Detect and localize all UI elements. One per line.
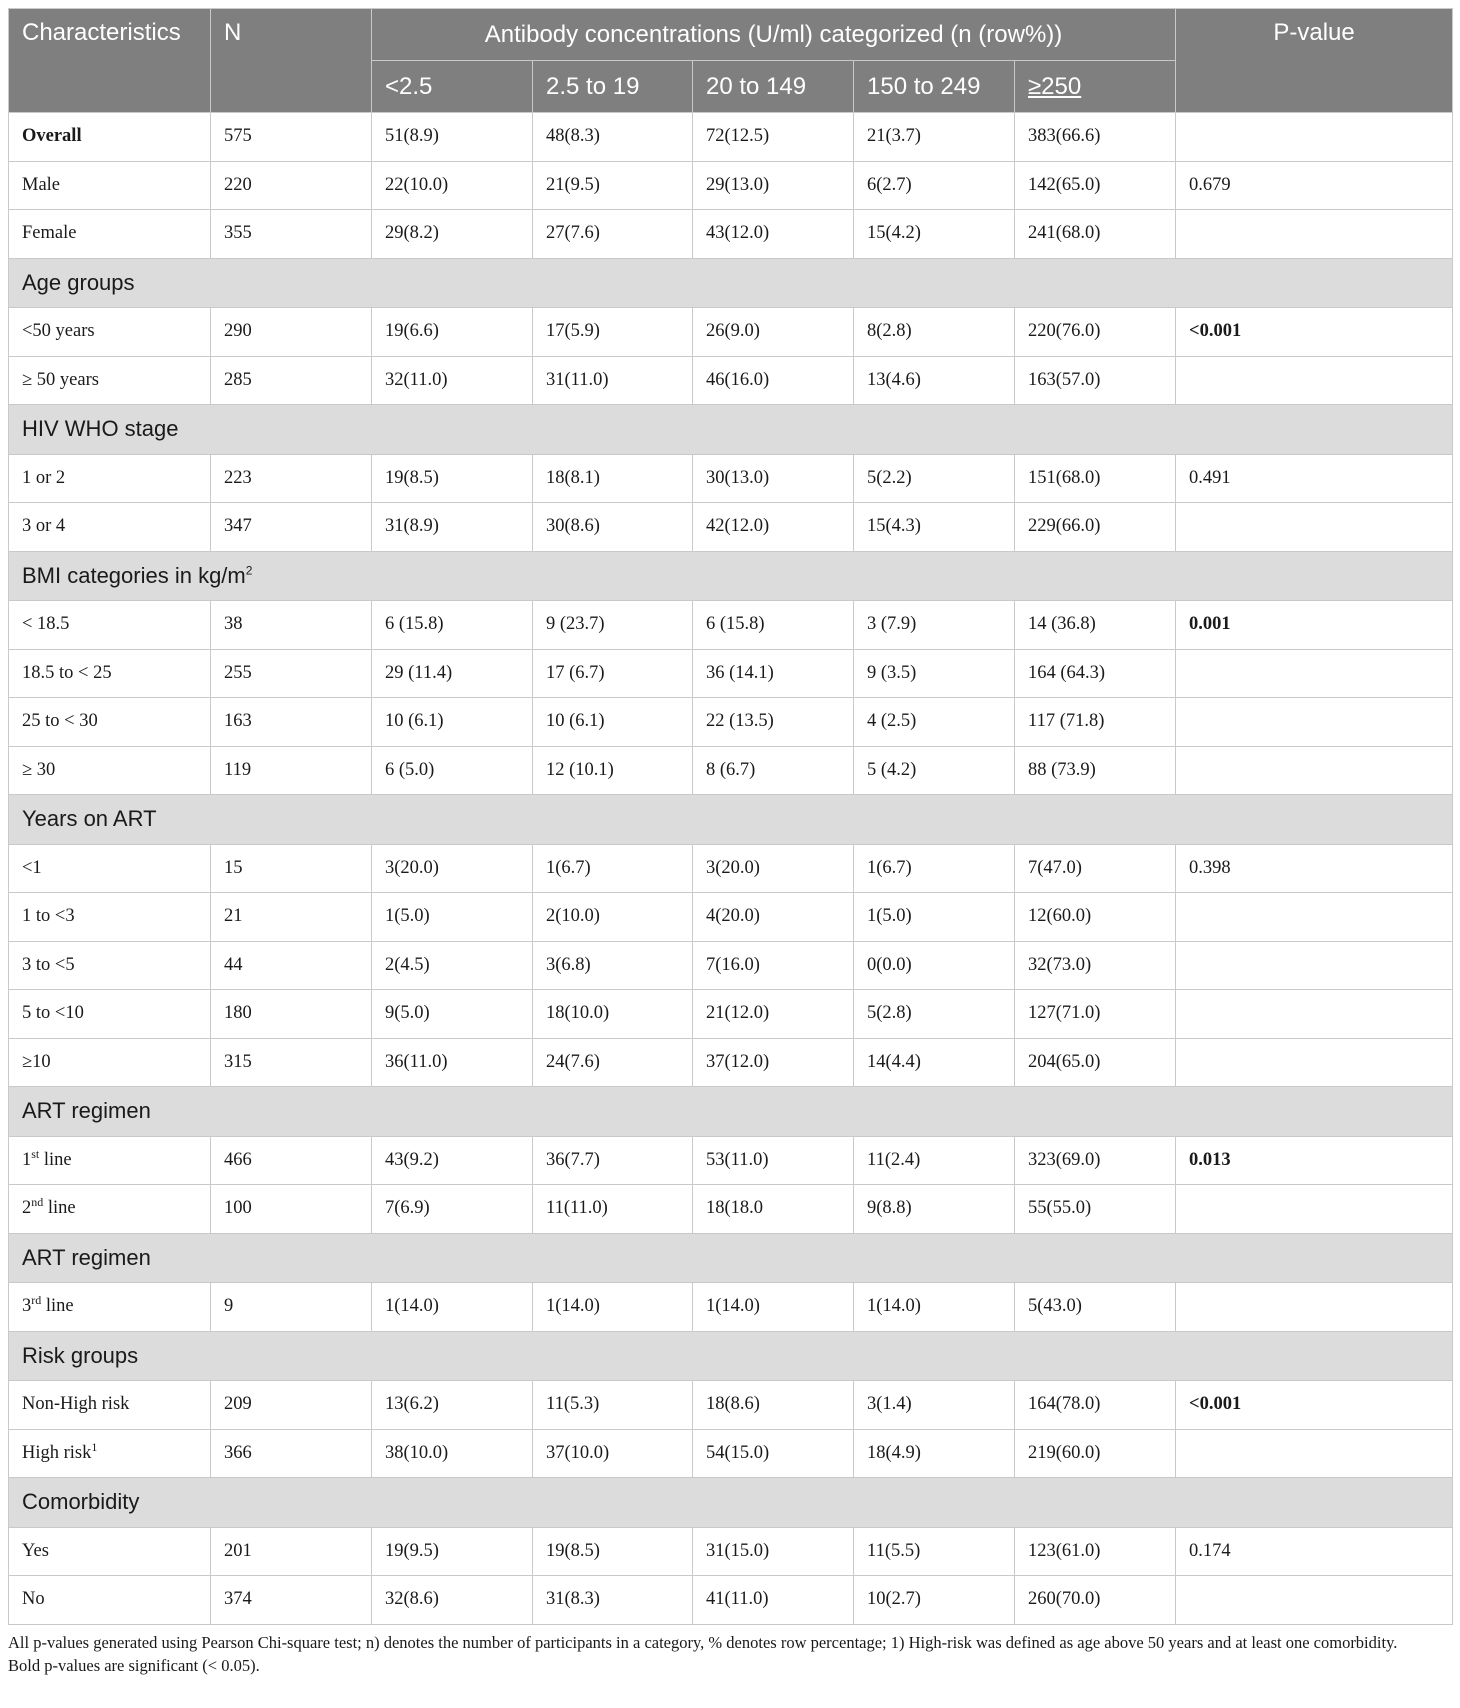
- col-header-cat-5: ≥250: [1015, 61, 1176, 113]
- cell-cat-3: 36 (14.1): [693, 649, 854, 698]
- cell-cat-4: 21(3.7): [854, 113, 1015, 162]
- cell-cat-1: 32(11.0): [372, 356, 533, 405]
- cell-cat-2: 11(5.3): [533, 1381, 693, 1430]
- cell-pvalue: 0.679: [1176, 161, 1453, 210]
- cell-pvalue: <0.001: [1176, 308, 1453, 357]
- cell-cat-2: 12 (10.1): [533, 746, 693, 795]
- cell-cat-1: 3(20.0): [372, 844, 533, 893]
- section-comorbidity: [9, 1478, 1453, 1528]
- section-years-on-art: [9, 795, 1453, 845]
- row-label: Male: [9, 161, 211, 210]
- row-label-rest: line: [41, 1296, 74, 1317]
- cell-n: 119: [211, 746, 372, 795]
- cell-cat-5: 117 (71.8): [1015, 698, 1176, 747]
- section-title: ART regimen: [9, 1233, 1453, 1283]
- row-label: Female: [9, 210, 211, 259]
- cell-pvalue: [1176, 1429, 1453, 1478]
- row-comorbidity-no: [9, 1576, 1453, 1625]
- cell-cat-3: 29(13.0): [693, 161, 854, 210]
- cell-cat-1: 1(5.0): [372, 893, 533, 942]
- cell-cat-4: 8(2.8): [854, 308, 1015, 357]
- cell-n: 315: [211, 1038, 372, 1087]
- cell-cat-5: 204(65.0): [1015, 1038, 1176, 1087]
- cell-cat-4: 11(5.5): [854, 1527, 1015, 1576]
- section-title: Years on ART: [9, 795, 1453, 845]
- cell-cat-5: 142(65.0): [1015, 161, 1176, 210]
- cell-cat-1: 19(8.5): [372, 454, 533, 503]
- cell-pvalue: [1176, 1185, 1453, 1234]
- col-header-cat-3: 20 to 149: [693, 61, 854, 113]
- cell-cat-3: 54(15.0): [693, 1429, 854, 1478]
- cell-pvalue: [1176, 649, 1453, 698]
- cell-cat-2: 17 (6.7): [533, 649, 693, 698]
- cell-cat-3: 22 (13.5): [693, 698, 854, 747]
- row-label: 3 or 4: [9, 503, 211, 552]
- cell-cat-5: 241(68.0): [1015, 210, 1176, 259]
- cell-n: 255: [211, 649, 372, 698]
- cell-pvalue: 0.174: [1176, 1527, 1453, 1576]
- cell-cat-2: 1(6.7): [533, 844, 693, 893]
- cell-cat-3: 31(15.0): [693, 1527, 854, 1576]
- cell-cat-4: 13(4.6): [854, 356, 1015, 405]
- cell-n: 44: [211, 941, 372, 990]
- cell-n: 366: [211, 1429, 372, 1478]
- cell-cat-3: 42(12.0): [693, 503, 854, 552]
- section-title: [9, 551, 1453, 601]
- row-label: ≥ 30: [9, 746, 211, 795]
- section-title-sup: 2: [245, 563, 253, 578]
- footnote-line-1: All p-values generated using Pearson Chi-square test; n) denotes the number of participants in a category, % denotes row percentage; 1) High-risk was defined as age above 50 years and at least one comorbidity.: [8, 1632, 1398, 1652]
- cell-cat-5: 229(66.0): [1015, 503, 1176, 552]
- row-overall: [9, 113, 1453, 162]
- cell-cat-2: 18(8.1): [533, 454, 693, 503]
- row-risk-non-high: [9, 1381, 1453, 1430]
- row-age-ge50: [9, 356, 1453, 405]
- cell-cat-5: 323(69.0): [1015, 1136, 1176, 1185]
- cell-cat-3: 18(8.6): [693, 1381, 854, 1430]
- row-who-3-4: [9, 503, 1453, 552]
- row-label: Yes: [9, 1527, 211, 1576]
- row-age-lt50: [9, 308, 1453, 357]
- cell-cat-1: 43(9.2): [372, 1136, 533, 1185]
- cell-cat-4: 4 (2.5): [854, 698, 1015, 747]
- row-label-num: 3: [22, 1296, 32, 1317]
- cell-cat-1: 29 (11.4): [372, 649, 533, 698]
- cell-n: 180: [211, 990, 372, 1039]
- section-risk-groups: [9, 1331, 1453, 1381]
- row-female: [9, 210, 1453, 259]
- cell-cat-5: 164(78.0): [1015, 1381, 1176, 1430]
- cell-cat-4: 6(2.7): [854, 161, 1015, 210]
- cell-cat-5: 163(57.0): [1015, 356, 1176, 405]
- cell-cat-2: 31(8.3): [533, 1576, 693, 1625]
- cell-cat-5: 5(43.0): [1015, 1283, 1176, 1332]
- row-label: [9, 1429, 211, 1478]
- table-container: [8, 8, 1452, 1677]
- cell-cat-3: 21(12.0): [693, 990, 854, 1039]
- antibody-table: [8, 8, 1453, 1625]
- cell-cat-2: 1(14.0): [533, 1283, 693, 1332]
- section-age-groups: [9, 258, 1453, 308]
- cell-cat-1: 31(8.9): [372, 503, 533, 552]
- cell-pvalue: [1176, 746, 1453, 795]
- cell-cat-1: 19(9.5): [372, 1527, 533, 1576]
- cell-cat-4: 1(6.7): [854, 844, 1015, 893]
- col-header-pvalue: P-value: [1176, 9, 1453, 113]
- cell-cat-4: 5(2.8): [854, 990, 1015, 1039]
- section-bmi: [9, 551, 1453, 601]
- row-label-rest: line: [39, 1149, 72, 1170]
- cell-n: 285: [211, 356, 372, 405]
- cell-cat-3: 6 (15.8): [693, 601, 854, 650]
- cell-cat-3: 8 (6.7): [693, 746, 854, 795]
- row-label: Non-High risk: [9, 1381, 211, 1430]
- row-art-years-5: [9, 1038, 1453, 1087]
- cell-n: 163: [211, 698, 372, 747]
- row-risk-high: [9, 1429, 1453, 1478]
- row-label: 18.5 to < 25: [9, 649, 211, 698]
- cell-cat-2: 11(11.0): [533, 1185, 693, 1234]
- cell-cat-2: 9 (23.7): [533, 601, 693, 650]
- cell-cat-3: 7(16.0): [693, 941, 854, 990]
- cell-cat-2: 3(6.8): [533, 941, 693, 990]
- row-label: 1 to <3: [9, 893, 211, 942]
- section-title: Comorbidity: [9, 1478, 1453, 1528]
- cell-cat-4: 18(4.9): [854, 1429, 1015, 1478]
- cell-cat-2: 10 (6.1): [533, 698, 693, 747]
- cell-pvalue: [1176, 1576, 1453, 1625]
- cell-cat-2: 30(8.6): [533, 503, 693, 552]
- cell-pvalue: [1176, 1283, 1453, 1332]
- row-art-years-1: [9, 844, 1453, 893]
- cell-n: 223: [211, 454, 372, 503]
- cell-cat-2: 31(11.0): [533, 356, 693, 405]
- cell-n: 347: [211, 503, 372, 552]
- row-art-years-4: [9, 990, 1453, 1039]
- section-hiv-who-stage: [9, 405, 1453, 455]
- col-header-n: N: [211, 9, 372, 113]
- cell-cat-1: 51(8.9): [372, 113, 533, 162]
- table-footnote: [8, 1631, 1452, 1677]
- cell-cat-5: 14 (36.8): [1015, 601, 1176, 650]
- row-label: 1 or 2: [9, 454, 211, 503]
- cell-cat-2: 27(7.6): [533, 210, 693, 259]
- row-label: ≥10: [9, 1038, 211, 1087]
- col-header-antibody-group: Antibody concentrations (U/ml) categorized (n (row%)): [372, 9, 1176, 61]
- section-title: Age groups: [9, 258, 1453, 308]
- footnote-line-2: Bold p-values are significant (< 0.05).: [8, 1655, 260, 1675]
- cell-pvalue: [1176, 941, 1453, 990]
- cell-cat-4: 3 (7.9): [854, 601, 1015, 650]
- row-label-text: High risk: [22, 1442, 92, 1463]
- section-title-text: BMI categories in kg/m: [22, 562, 246, 588]
- section-art-regimen: [9, 1087, 1453, 1137]
- cell-cat-5: 260(70.0): [1015, 1576, 1176, 1625]
- cell-cat-5: 164 (64.3): [1015, 649, 1176, 698]
- row-regimen-3: [9, 1283, 1453, 1332]
- cell-cat-1: 36(11.0): [372, 1038, 533, 1087]
- cell-cat-1: 32(8.6): [372, 1576, 533, 1625]
- cell-cat-5: 32(73.0): [1015, 941, 1176, 990]
- cell-cat-4: 15(4.2): [854, 210, 1015, 259]
- row-regimen-1: [9, 1136, 1453, 1185]
- cell-cat-5: 383(66.6): [1015, 113, 1176, 162]
- row-label-sup: st: [31, 1146, 40, 1161]
- cell-cat-2: 19(8.5): [533, 1527, 693, 1576]
- cell-pvalue: 0.398: [1176, 844, 1453, 893]
- row-bmi-2: [9, 649, 1453, 698]
- cell-cat-4: 5 (4.2): [854, 746, 1015, 795]
- cell-cat-5: 220(76.0): [1015, 308, 1176, 357]
- cell-cat-1: 6 (5.0): [372, 746, 533, 795]
- cell-n: 21: [211, 893, 372, 942]
- col-header-characteristics: Characteristics: [9, 9, 211, 113]
- cell-cat-4: 3(1.4): [854, 1381, 1015, 1430]
- row-bmi-4: [9, 746, 1453, 795]
- cell-cat-3: 41(11.0): [693, 1576, 854, 1625]
- cell-pvalue: [1176, 356, 1453, 405]
- col-header-cat-4: 150 to 249: [854, 61, 1015, 113]
- cell-pvalue: <0.001: [1176, 1381, 1453, 1430]
- cell-n: 355: [211, 210, 372, 259]
- cell-cat-4: 15(4.3): [854, 503, 1015, 552]
- cell-cat-3: 72(12.5): [693, 113, 854, 162]
- cell-cat-3: 30(13.0): [693, 454, 854, 503]
- cell-cat-3: 26(9.0): [693, 308, 854, 357]
- cell-cat-1: 10 (6.1): [372, 698, 533, 747]
- cell-cat-4: 14(4.4): [854, 1038, 1015, 1087]
- row-label: <50 years: [9, 308, 211, 357]
- row-label: Overall: [9, 113, 211, 162]
- header-row-1: [9, 9, 1453, 61]
- cell-cat-3: 53(11.0): [693, 1136, 854, 1185]
- row-label-sup: rd: [31, 1293, 42, 1308]
- cell-n: 290: [211, 308, 372, 357]
- row-label: [9, 1185, 211, 1234]
- col-header-cat-2: 2.5 to 19: [533, 61, 693, 113]
- row-who-1-2: [9, 454, 1453, 503]
- row-label: 3 to <5: [9, 941, 211, 990]
- cell-cat-4: 10(2.7): [854, 1576, 1015, 1625]
- cell-cat-2: 18(10.0): [533, 990, 693, 1039]
- cell-n: 100: [211, 1185, 372, 1234]
- cell-n: 220: [211, 161, 372, 210]
- row-label: 5 to <10: [9, 990, 211, 1039]
- row-art-years-2: [9, 893, 1453, 942]
- cell-cat-1: 7(6.9): [372, 1185, 533, 1234]
- cell-n: 374: [211, 1576, 372, 1625]
- row-label: [9, 1283, 211, 1332]
- cell-cat-4: 9 (3.5): [854, 649, 1015, 698]
- cell-cat-5: 219(60.0): [1015, 1429, 1176, 1478]
- cell-cat-3: 18(18.0: [693, 1185, 854, 1234]
- cell-cat-1: 19(6.6): [372, 308, 533, 357]
- cell-cat-4: 5(2.2): [854, 454, 1015, 503]
- cell-cat-4: 1(5.0): [854, 893, 1015, 942]
- row-label: ≥ 50 years: [9, 356, 211, 405]
- row-label-num: 1: [22, 1149, 32, 1170]
- row-bmi-3: [9, 698, 1453, 747]
- cell-cat-1: 38(10.0): [372, 1429, 533, 1478]
- cell-n: 38: [211, 601, 372, 650]
- cell-cat-3: 43(12.0): [693, 210, 854, 259]
- cell-cat-5: 123(61.0): [1015, 1527, 1176, 1576]
- row-label-num: 2: [22, 1198, 32, 1219]
- cell-n: 9: [211, 1283, 372, 1332]
- cell-cat-1: 22(10.0): [372, 161, 533, 210]
- cell-cat-2: 2(10.0): [533, 893, 693, 942]
- cell-pvalue: [1176, 113, 1453, 162]
- cell-cat-1: 29(8.2): [372, 210, 533, 259]
- cell-cat-1: 9(5.0): [372, 990, 533, 1039]
- section-title: HIV WHO stage: [9, 405, 1453, 455]
- cell-n: 15: [211, 844, 372, 893]
- cell-cat-4: 9(8.8): [854, 1185, 1015, 1234]
- cell-cat-3: 3(20.0): [693, 844, 854, 893]
- row-regimen-2: [9, 1185, 1453, 1234]
- cell-pvalue: [1176, 698, 1453, 747]
- cell-cat-3: 1(14.0): [693, 1283, 854, 1332]
- cell-cat-5: 7(47.0): [1015, 844, 1176, 893]
- cell-pvalue: 0.001: [1176, 601, 1453, 650]
- cell-cat-2: 21(9.5): [533, 161, 693, 210]
- row-label: <1: [9, 844, 211, 893]
- cell-pvalue: [1176, 503, 1453, 552]
- cell-cat-1: 6 (15.8): [372, 601, 533, 650]
- col-header-cat-1: <2.5: [372, 61, 533, 113]
- cell-pvalue: [1176, 210, 1453, 259]
- cell-cat-5: 88 (73.9): [1015, 746, 1176, 795]
- cell-cat-5: 151(68.0): [1015, 454, 1176, 503]
- cell-pvalue: [1176, 893, 1453, 942]
- cell-n: 575: [211, 113, 372, 162]
- cell-cat-3: 46(16.0): [693, 356, 854, 405]
- row-male: [9, 161, 1453, 210]
- cell-cat-4: 0(0.0): [854, 941, 1015, 990]
- row-label: No: [9, 1576, 211, 1625]
- cell-cat-5: 55(55.0): [1015, 1185, 1176, 1234]
- cell-cat-5: 12(60.0): [1015, 893, 1176, 942]
- cell-cat-4: 11(2.4): [854, 1136, 1015, 1185]
- cell-pvalue: 0.491: [1176, 454, 1453, 503]
- cell-pvalue: [1176, 990, 1453, 1039]
- cell-cat-2: 37(10.0): [533, 1429, 693, 1478]
- cell-cat-5: 127(71.0): [1015, 990, 1176, 1039]
- row-label-rest: line: [43, 1198, 76, 1219]
- cell-cat-2: 36(7.7): [533, 1136, 693, 1185]
- section-title: ART regimen: [9, 1087, 1453, 1137]
- cell-n: 466: [211, 1136, 372, 1185]
- row-label: < 18.5: [9, 601, 211, 650]
- cell-n: 201: [211, 1527, 372, 1576]
- row-label-sup: 1: [91, 1439, 98, 1454]
- cell-cat-3: 37(12.0): [693, 1038, 854, 1087]
- cell-cat-1: 13(6.2): [372, 1381, 533, 1430]
- row-label: [9, 1136, 211, 1185]
- row-label: 25 to < 30: [9, 698, 211, 747]
- cell-cat-2: 24(7.6): [533, 1038, 693, 1087]
- cell-pvalue: 0.013: [1176, 1136, 1453, 1185]
- cell-pvalue: [1176, 1038, 1453, 1087]
- cell-cat-2: 48(8.3): [533, 113, 693, 162]
- cell-n: 209: [211, 1381, 372, 1430]
- cell-cat-1: 1(14.0): [372, 1283, 533, 1332]
- row-art-years-3: [9, 941, 1453, 990]
- row-label-sup: nd: [31, 1195, 44, 1210]
- cell-cat-4: 1(14.0): [854, 1283, 1015, 1332]
- section-art-regimen-2: [9, 1233, 1453, 1283]
- cell-cat-1: 2(4.5): [372, 941, 533, 990]
- cell-cat-2: 17(5.9): [533, 308, 693, 357]
- row-comorbidity-yes: [9, 1527, 1453, 1576]
- cell-cat-3: 4(20.0): [693, 893, 854, 942]
- section-title: Risk groups: [9, 1331, 1453, 1381]
- row-bmi-1: [9, 601, 1453, 650]
